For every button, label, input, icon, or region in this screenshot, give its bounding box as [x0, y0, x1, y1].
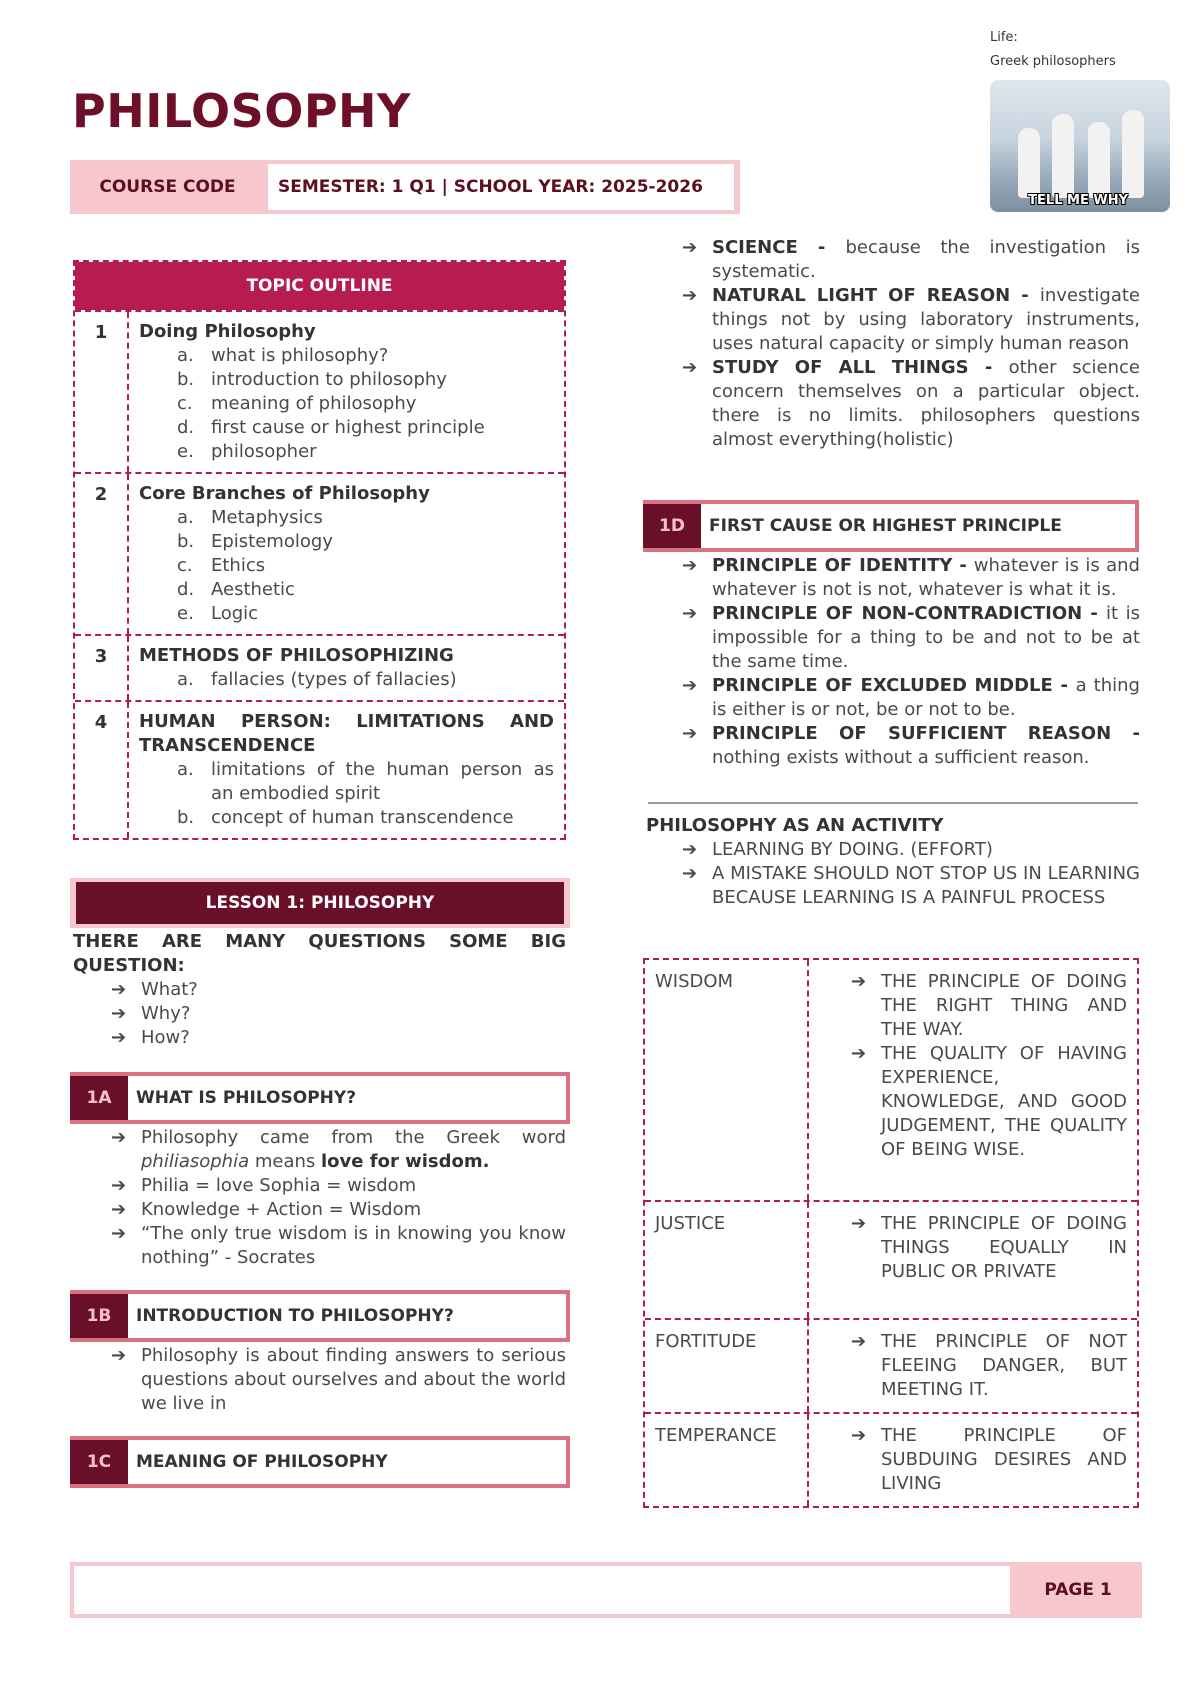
outline-item: d. first cause or highest principle	[177, 417, 485, 438]
outline-item: a. what is philosophy?	[177, 345, 389, 366]
bullet-item: ➔ PRINCIPLE OF SUFFICIENT REASON - nothing exists without a sufficient reason.	[682, 723, 1140, 768]
footer-blank	[74, 1566, 1010, 1614]
outline-item: d. Aesthetic	[177, 579, 295, 600]
section-badge: 1D	[643, 504, 701, 548]
bullet-item: ➔ Philosophy is about finding answers to serious questions about ourselves and about the world we live in	[111, 1345, 566, 1414]
outline-row-title: METHODS OF PHILOSOPHIZING	[139, 645, 454, 666]
lesson-heading-bar	[70, 878, 570, 928]
life-label: Life:	[990, 30, 1018, 45]
outline-item: a. Metaphysics	[177, 507, 323, 528]
arrow-icon: ➔	[682, 285, 698, 306]
bullet-item: ➔ Knowledge + Action = Wisdom	[111, 1199, 422, 1220]
outline-row	[75, 472, 564, 634]
outline-row	[75, 700, 564, 838]
course-info-bar	[70, 160, 740, 214]
section-1d-header	[643, 500, 1139, 552]
meme-figure	[1122, 110, 1144, 198]
virtue-row	[645, 1412, 1137, 1506]
meme-figure	[1052, 114, 1074, 198]
outline-item: a. fallacies (types of fallacies)	[177, 669, 457, 690]
divider	[648, 802, 1138, 804]
virtue-name: TEMPERANCE	[645, 1414, 809, 1506]
arrow-icon: ➔	[682, 603, 698, 624]
virtue-name: FORTITUDE	[645, 1320, 809, 1412]
arrow-icon: ➔	[851, 971, 867, 992]
outline-item: e. philosopher	[177, 441, 317, 462]
lesson-intro-block	[73, 930, 566, 1050]
lesson-intro: THERE ARE MANY QUESTIONS SOME BIG QUESTION:	[73, 931, 566, 976]
greek-philosophers-label: Greek philosophers	[990, 54, 1116, 69]
outline-row-title: Core Branches of Philosophy	[139, 483, 430, 504]
lesson-heading: LESSON 1: PHILOSOPHY	[76, 882, 564, 924]
activity-title: PHILOSOPHY AS AN ACTIVITY	[646, 815, 944, 836]
section-badge: 1A	[70, 1076, 128, 1120]
bullet-item: ➔ THE QUALITY OF HAVING EXPERIENCE, KNOWLEDGE, AND GOOD JUDGEMENT, THE QUALITY OF BEING WISE.	[851, 1043, 1127, 1160]
section-title: WHAT IS PHILOSOPHY?	[128, 1076, 566, 1120]
outline-item: c. Ethics	[177, 555, 266, 576]
section-badge: 1C	[70, 1440, 128, 1484]
bullet-item: ➔ THE PRINCIPLE OF SUBDUING DESIRES AND LIVING	[851, 1425, 1127, 1494]
outline-row-number: 2	[75, 474, 129, 634]
topic-outline-heading: TOPIC OUTLINE	[75, 262, 564, 310]
outline-row	[75, 634, 564, 700]
bullet-item: ➔ LEARNING BY DOING. (EFFORT)	[682, 839, 993, 860]
arrow-icon: ➔	[851, 1043, 867, 1064]
outline-item: b. Epistemology	[177, 531, 333, 552]
arrow-icon: ➔	[682, 357, 698, 378]
page-footer	[70, 1562, 1142, 1618]
meme-figure	[1088, 122, 1110, 198]
bullet-item: ➔ Philia = love Sophia = wisdom	[111, 1175, 417, 1196]
outline-row-number: 1	[75, 312, 129, 472]
principles-list	[682, 554, 1140, 770]
arrow-icon: ➔	[682, 675, 698, 696]
meaning-list	[682, 236, 1140, 452]
arrow-icon: ➔	[111, 1223, 127, 1244]
section-title: INTRODUCTION TO PHILOSOPHY?	[128, 1294, 566, 1338]
arrow-icon: ➔	[851, 1213, 867, 1234]
question-item: ➔ Why?	[111, 1003, 191, 1024]
bullet-item: ➔ NATURAL LIGHT OF REASON - investigate things not by using laboratory instruments, uses natural capacity or simply human reason	[682, 285, 1140, 354]
section-title: FIRST CAUSE OR HIGHEST PRINCIPLE	[701, 504, 1135, 548]
arrow-icon: ➔	[111, 979, 127, 1000]
bullet-item: ➔ PRINCIPLE OF NON-CONTRADICTION - it is impossible for a thing to be and not to be at the same time.	[682, 603, 1140, 672]
meme-text: TELL ME WHY	[1028, 193, 1128, 208]
meme-caption-label	[990, 26, 1116, 74]
arrow-icon: ➔	[682, 237, 698, 258]
arrow-icon: ➔	[682, 839, 698, 860]
bullet-item: ➔ THE PRINCIPLE OF DOING THE RIGHT THING AND THE WAY.	[851, 971, 1127, 1040]
outline-row	[75, 310, 564, 472]
virtue-row	[645, 1318, 1137, 1412]
bullet-item: ➔ Philosophy came from the Greek word philiasophia means love for wisdom.	[111, 1127, 566, 1172]
virtue-row	[645, 960, 1137, 1200]
outline-item: e. Logic	[177, 603, 259, 624]
bullet-item: ➔ SCIENCE - because the investigation is systematic.	[682, 237, 1140, 282]
bullet-item: ➔ PRINCIPLE OF IDENTITY - whatever is is and whatever is not is not, whatever is what it is.	[682, 555, 1140, 600]
section-1b-header	[70, 1290, 570, 1342]
outline-item: b. concept of human transcendence	[177, 807, 514, 828]
arrow-icon: ➔	[111, 1175, 127, 1196]
outline-row-title: HUMAN PERSON: LIMITATIONS AND TRANSCENDENCE	[139, 711, 554, 756]
bullet-item: ➔ A MISTAKE SHOULD NOT STOP US IN LEARNING BECAUSE LEARNING IS A PAINFUL PROCESS	[682, 863, 1140, 908]
outline-item: a. limitations of the human person as an embodied spirit	[177, 759, 554, 804]
bullet-item: ➔ STUDY OF ALL THINGS - other science concern themselves on a particular object. there is no limits. philosophers questions almost everything(holistic)	[682, 357, 1140, 450]
bullet-item: ➔ THE PRINCIPLE OF NOT FLEEING DANGER, BUT MEETING IT.	[851, 1331, 1127, 1400]
page-number: PAGE 1	[1044, 1580, 1112, 1600]
section-1a-header	[70, 1072, 570, 1124]
question-item: ➔ How?	[111, 1027, 190, 1048]
arrow-icon: ➔	[111, 1345, 127, 1366]
outline-item: c. meaning of philosophy	[177, 393, 417, 414]
virtue-name: JUSTICE	[645, 1202, 809, 1318]
section-1c-header	[70, 1436, 570, 1488]
arrow-icon: ➔	[682, 863, 698, 884]
virtue-name: WISDOM	[645, 960, 809, 1200]
section-badge: 1B	[70, 1294, 128, 1338]
section-1b-body	[111, 1344, 566, 1416]
arrow-icon: ➔	[111, 1127, 127, 1148]
virtues-table	[643, 958, 1139, 1508]
topic-outline-table	[73, 260, 566, 840]
meme-figure	[1018, 128, 1040, 198]
arrow-icon: ➔	[111, 1199, 127, 1220]
page-title: PHILOSOPHY	[72, 84, 411, 138]
activity-block	[646, 814, 1140, 910]
arrow-icon: ➔	[111, 1003, 127, 1024]
outline-row-title: Doing Philosophy	[139, 321, 316, 342]
bullet-item: ➔ “The only true wisdom is in knowing you know nothing” - Socrates	[111, 1223, 566, 1268]
meme-image	[990, 80, 1170, 212]
semester-label: SEMESTER: 1 Q1 | SCHOOL YEAR: 2025-2026	[268, 164, 734, 210]
outline-row-number: 3	[75, 636, 129, 700]
outline-item: b. introduction to philosophy	[177, 369, 447, 390]
outline-row-number: 4	[75, 702, 129, 838]
arrow-icon: ➔	[111, 1027, 127, 1048]
arrow-icon: ➔	[682, 723, 698, 744]
section-1a-body	[111, 1126, 566, 1270]
question-item: ➔ What?	[111, 979, 198, 1000]
arrow-icon: ➔	[682, 555, 698, 576]
arrow-icon: ➔	[851, 1425, 867, 1446]
section-title: MEANING OF PHILOSOPHY	[128, 1440, 566, 1484]
virtue-row	[645, 1200, 1137, 1318]
arrow-icon: ➔	[851, 1331, 867, 1352]
bullet-item: ➔ THE PRINCIPLE OF DOING THINGS EQUALLY IN PUBLIC OR PRIVATE	[851, 1213, 1127, 1282]
course-code-label: COURSE CODE	[99, 177, 236, 197]
bullet-item: ➔ PRINCIPLE OF EXCLUDED MIDDLE - a thing is either is or not, be or not to be.	[682, 675, 1140, 720]
